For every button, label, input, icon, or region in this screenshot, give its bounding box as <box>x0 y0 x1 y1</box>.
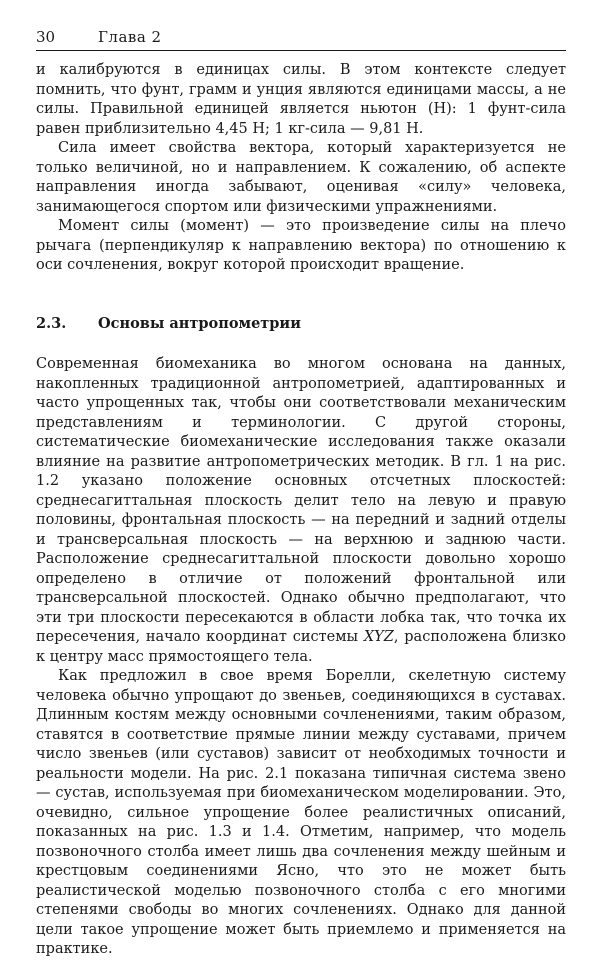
chapter-title: Глава 2 <box>98 28 162 46</box>
page-number: 30 <box>36 28 56 46</box>
section-title: Основы антропометрии <box>98 314 301 332</box>
paragraph-anthropometry-tail: , расположена близко к центру масс прямостоящего тела. <box>36 629 566 665</box>
paragraph-link-segment-model: Как предложил в свое время Борелли, скелетную систему человека обычно упрощают до звеньев, соединяющихся в суставах. Длинным костям между основными сочленениями, таким образом, ставятся в соответствие прямые линии между суставами, причем число звеньев (или суставов) зависит от необходимых точности и реальности модели. На рис. 2.1 показана типичная система звено — сустав, используемая при биомеханическом моделировании. Это, очевидно, сильное упрощение более реалистичных описаний, показанных на рис. 1.3 и 1.4. Отметим, например, что модель позвоночного столба имеет лишь два сочленения между шейным и крестцовым соединениями Ясно, что это не может быть реалистической моделью позвоночного столба с его многими степенями свободы во многих сочленениях. Однако для данной цели такое упрощение может быть приемлемо и применяется на практике. <box>36 668 566 957</box>
paragraph-anthropometry <box>36 355 566 667</box>
coordinate-system-label: XYZ <box>363 629 394 645</box>
paragraph-moment-of-force: Момент силы (момент) — это произведение силы на плечо рычага (перпендикуляр к направлению вектора) по отношению к оси сочленения, вокруг которой происходит вращение. <box>36 218 566 273</box>
paragraph-force-vector: Сила имеет свойства вектора, который характеризуется не только величиной, но и направлением. К сожалению, об аспекте направления иногда забывают, оценивая «силу» человека, занимающегося спортом или физическими упражнениями. <box>36 140 566 215</box>
section-heading <box>36 314 566 334</box>
running-header <box>36 28 566 51</box>
section-number: 2.3. <box>36 314 67 332</box>
paragraph-continuation: и калибруются в единицах силы. В этом контексте следует помнить, что фунт, грамм и унция являются единицами массы, а не силы. Правильной единицей является ньютон (Н): 1 фунт-сила равен приблизительно 4,45 Н; 1 кг-сила — 9,81 Н. <box>36 62 566 137</box>
book-page <box>36 28 566 960</box>
body-text <box>36 61 566 960</box>
paragraph-anthropometry-text: Современная биомеханика во многом основана на данных, накопленных традиционной антропометрией, адаптированных и часто упрощенных так, чтобы они соответствовали механическим представлениям и терминологии. С другой стороны, систематические биомеханические исследования также оказали влияние на развитие антропометрических методик. В гл. 1 на рис. 1.2 указано положение основных отсчетных плоскостей: среднесагиттальная плоскость делит тело на левую и правую половины, фронтальная плоскость — на передний и задний отделы и трансверсальная плоскость — на верхнюю и заднюю части. Расположение среднесагиттальной плоскости довольно хорошо определено в отличие от положений фронтальной или трансверсальной плоскостей. Однако обычно предполагают, что эти три плоскости пересекаются в области лобка так, что точка их пересечения, начало координат системы <box>36 356 566 645</box>
